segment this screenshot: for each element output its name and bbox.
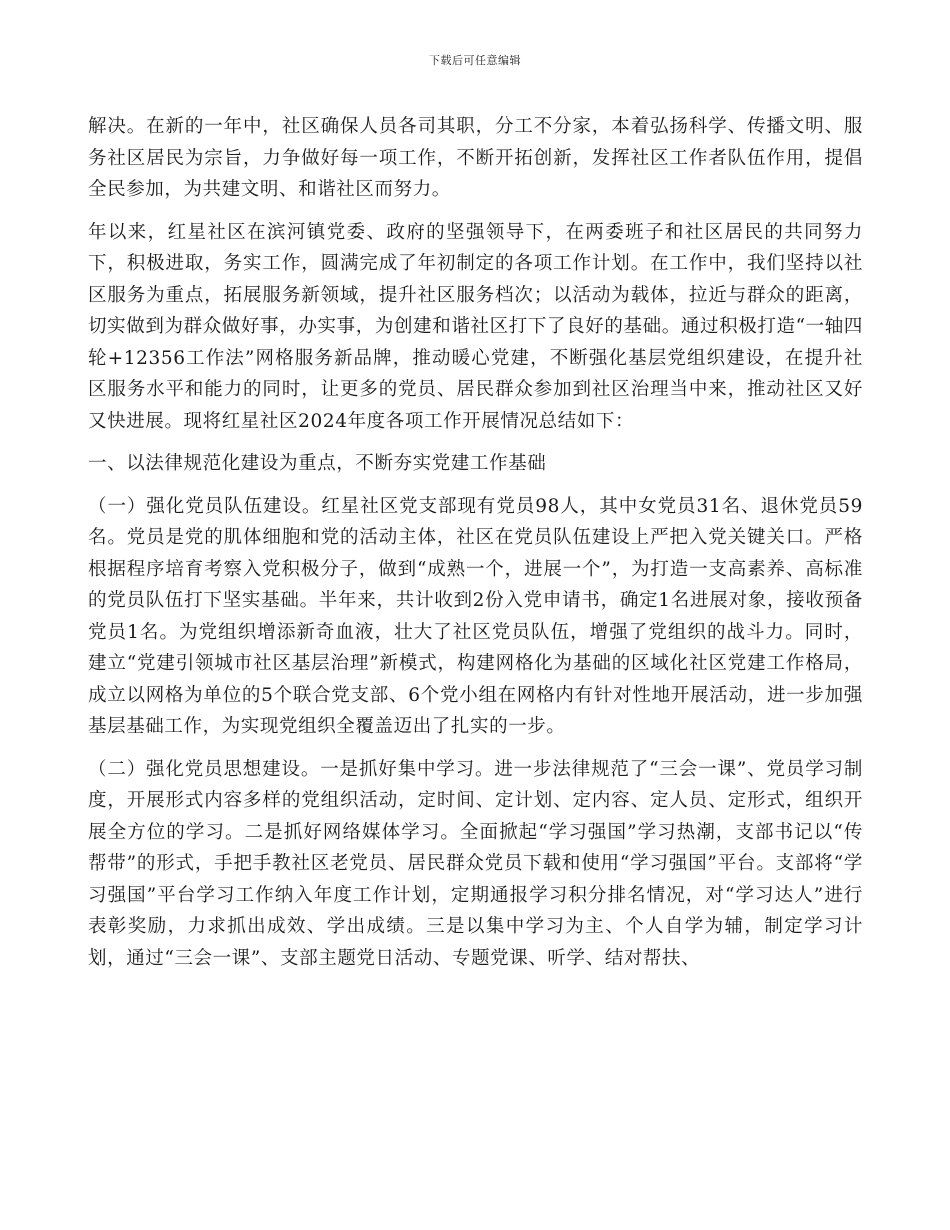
paragraph-party-team: （一）强化党员队伍建设。红星社区党支部现有党员98人，其中女党员31名、退休党员59名。党员是党的肌体细胞和党的活动主体，社区在党员队伍建设上严把入党关键关口。严格根据程序培育考察入党积极分子，做到“成熟一个，进展一个”，为打造一支高素养、高标准的党员队伍打下坚实基础。半年来，共计收到2份入党申请书，确定1名进展对象，接收预备党员1名。为党组织增添新奇血液，壮大了社区党员队伍，增强了党组织的战斗力。同时，建立“党建引领城市社区基层治理”新模式，构建网格化为基础的区域化社区党建工作格局，成立以网格为单位的5个联合党支部、6个党小组在网格内有针对性地开展活动，进一步加强基层基础工作，为实现党组织全覆盖迈出了扎实的一步。 <box>88 495 863 737</box>
paragraph-summary: 年以来，红星社区在滨河镇党委、政府的坚强领导下，在两委班子和社区居民的共同努力下，积极进取，务实工作，圆满完成了年初制定的各项工作计划。在工作中，我们坚持以社区服务为重点，拓展服务新领域，提升社区服务档次；以活动为载体，拉近与群众的距离，切实做到为群众做好事，办实事，为创建和谐社区打下了良好的基础。通过积极打造“一轴四轮+12356工作法”网格服务新品牌，推动暖心党建，不断强化基层党组织建设，在提升社区服务水平和能力的同时，让更多的党员、居民群众参加到社区治理当中来，推动社区又好又快进展。现将红星社区2024年度各项工作开展情况总结如下： <box>88 221 863 432</box>
section-heading: 一、以法律规范化建设为重点，不断夯实党建工作基础 <box>88 453 547 474</box>
document-body <box>88 111 863 985</box>
paragraph-intro-conclusion: 解决。在新的一年中，社区确保人员各司其职，分工不分家，本着弘扬科学、传播文明、服务社区居民为宗旨，力争做好每一项工作，不断开拓创新，发挥社区工作者队伍作用，提倡全民参加，为共建文明、和谐社区而努力。 <box>88 116 863 200</box>
paragraph-party-thought: （二）强化党员思想建设。一是抓好集中学习。进一步法律规范了“三会一课”、党员学习制度，开展形式内容多样的党组织活动，定时间、定计划、定内容、定人员、定形式，组织开展全方位的学习。二是抓好网络媒体学习。全面掀起“学习强国”学习热潮，支部书记以“传帮带”的形式，手把手教社区老党员、居民群众党员下载和使用“学习强国”平台。支部将“学习强国”平台学习工作纳入年度工作计划，定期通报学习积分排名情况，对“学习达人”进行表彰奖励，力求抓出成效、学出成绩。三是以集中学习为主、个人自学为辅，制定学习计划，通过“三会一课”、支部主题党日活动、专题党课、听学、结对帮扶、 <box>88 758 863 969</box>
page-header: 下载后可任意编辑 <box>429 54 521 67</box>
